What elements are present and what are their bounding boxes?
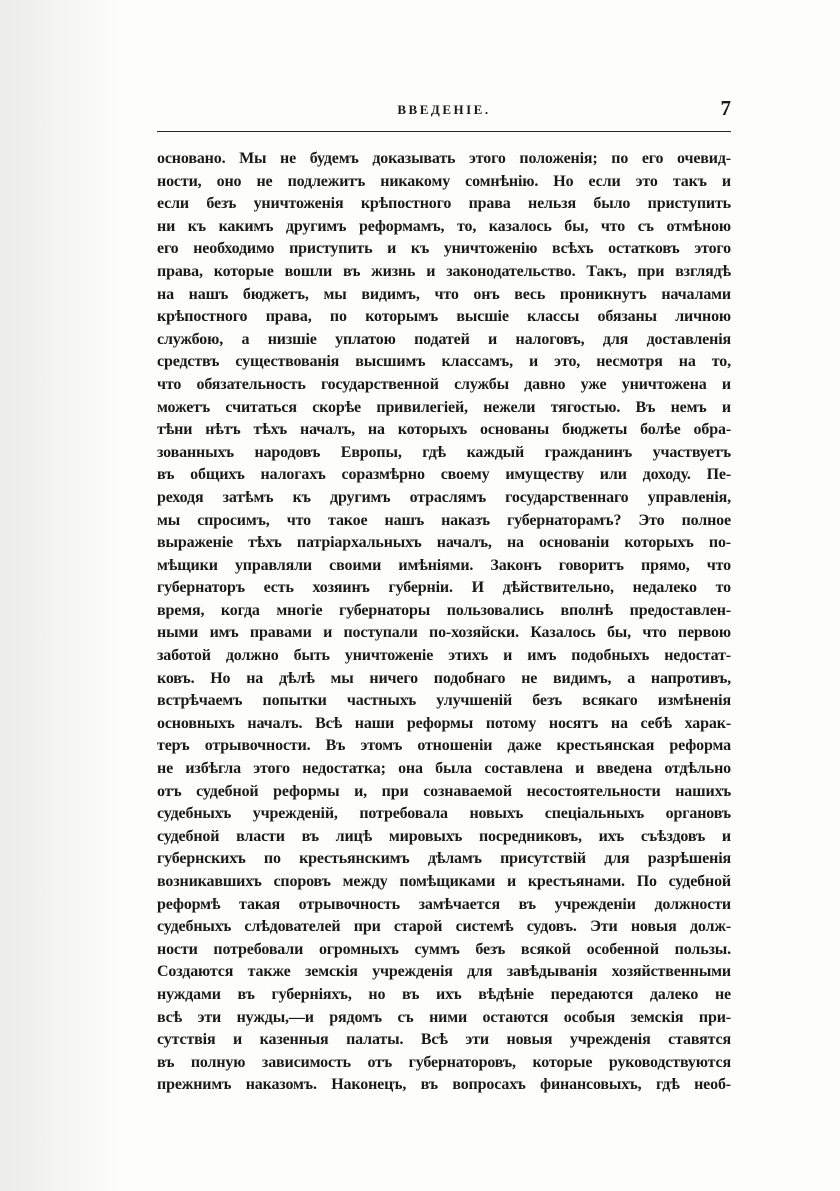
text-line: ни къ какимъ другимъ реформамъ, то, казалось бы, что съ отмѣною [157, 217, 731, 235]
text-line: въ общихъ налогахъ соразмѣрно своему имуществу или доходу. Пе- [157, 466, 731, 484]
running-head: ВВЕДЕНІЕ. [397, 102, 491, 117]
text-line: возникавшихъ споровъ между помѣщиками и крестьянами. По судебной [157, 873, 731, 890]
text-line: судебной власти въ лицѣ мировыхъ посредниковъ, ихъ съѣздовъ и [157, 827, 731, 845]
text-line: губернскихъ по крестьянскимъ дѣламъ присутствій для разрѣшенія [157, 850, 731, 868]
text-line: отъ судебной реформы и, при сознаваемой несостоятельности нашихъ [157, 782, 731, 800]
text-line: основныхъ началъ. Всѣ наши реформы потому носятъ на себѣ харак- [157, 714, 731, 732]
text-line: губернаторъ есть хозяинъ губерніи. И дѣйствительно, недалеко то [157, 579, 731, 597]
header-rule [157, 131, 731, 132]
text-line: на нашъ бюджетъ, мы видимъ, что онъ весь проникнутъ началами [157, 285, 731, 303]
text-line: средствъ существованія высшимъ классамъ, и это, несмотря на то, [157, 353, 731, 371]
text-line: встрѣчаемъ попытки частныхъ улучшеній безъ всякаго измѣненія [157, 692, 731, 710]
text-line: если безъ уничтоженія крѣпостного права нельзя было приступить [157, 195, 731, 213]
text-line: зованныхъ народовъ Европы, гдѣ каждый гражданинъ участвуетъ [157, 443, 731, 461]
text-line: Создаются также земскія учрежденія для завѣдыванія хозяйственными [157, 963, 731, 981]
text-line: всѣ эти нужды,—и рядомъ съ ними остаются особыя земскія при- [157, 1008, 731, 1026]
text-line: можетъ считаться скорѣе привилегіей, нежели тягостью. Въ немъ и [157, 398, 731, 416]
text-line: сутствія и казенныя палаты. Всѣ эти новыя учрежденія ставятся [157, 1031, 731, 1049]
text-line: крѣпостного права, по которымъ высшіе классы обязаны личною [157, 308, 731, 326]
text-line: реформѣ такая отрывочность замѣчается въ учрежденіи должности [157, 895, 731, 913]
text-line: что обязательность государственной службы давно уже уничтожена и [157, 375, 731, 393]
text-line: права, которые вошли въ жизнь и законодательство. Такъ, при взглядѣ [157, 262, 731, 280]
text-line: въ полную зависимость отъ губернаторовъ, которые руководствуются [157, 1053, 731, 1071]
body-text [157, 148, 731, 1097]
text-line: основано. Мы не будемъ доказывать этого положенія; по его очевид- [157, 150, 731, 167]
scan-margin-shadow [0, 0, 120, 1191]
text-line: теръ отрывочности. Въ этомъ отношеніи даже крестьянская реформа [157, 737, 731, 755]
text-line: прежнимъ наказомъ. Наконецъ, въ вопросахъ финансовыхъ, гдѣ необ- [157, 1076, 731, 1094]
text-line: мы спросимъ, что такое нашъ наказъ губернаторамъ? Это полное [157, 511, 731, 529]
text-line: время, когда многіе губернаторы пользовались вполнѣ предоставлен- [157, 601, 731, 619]
text-line: службою, а низшіе уплатою податей и налоговъ, для доставленія [157, 330, 731, 348]
text-line: его необходимо приступить и къ уничтоженію всѣхъ остатковъ этого [157, 240, 731, 258]
text-line: заботой должно быть уничтоженіе этихъ и имъ подобныхъ недостат- [157, 647, 731, 665]
text-line: не избѣгла этого недостатка; она была составлена и введена отдѣльно [157, 760, 731, 778]
page-number: 7 [720, 96, 731, 120]
text-line: ными имъ правами и поступали по-хозяйски. Казалось бы, что первою [157, 624, 731, 642]
text-line: тѣни нѣтъ тѣхъ началъ, на которыхъ основаны бюджеты болѣе обра- [157, 421, 731, 439]
text-line: нуждами въ губерніяхъ, но въ ихъ вѣдѣніе передаются далеко не [157, 985, 731, 1003]
text-line: ности, оно не подлежитъ никакому сомнѣнію. Но если это такъ и [157, 172, 731, 190]
text-line: выраженіе тѣхъ патріархальныхъ началъ, на основаніи которыхъ по- [157, 534, 731, 552]
page-header [157, 96, 731, 132]
text-line: реходя затѣмъ къ другимъ отраслямъ государственнаго управленія, [157, 488, 731, 506]
text-line: судебныхъ учрежденій, потребовала новыхъ спеціальныхъ органовъ [157, 805, 731, 823]
text-line: мѣщики управляли своими имѣніями. Законъ говоритъ прямо, что [157, 556, 731, 574]
text-line: ности потребовали огромныхъ суммъ безъ всякой особенной пользы. [157, 940, 731, 958]
text-line: судебныхъ слѣдователей при старой системѣ судовъ. Эти новыя долж- [157, 918, 731, 936]
text-line: ковъ. Но на дѣлѣ мы ничего подобнаго не видимъ, а напротивъ, [157, 669, 731, 687]
